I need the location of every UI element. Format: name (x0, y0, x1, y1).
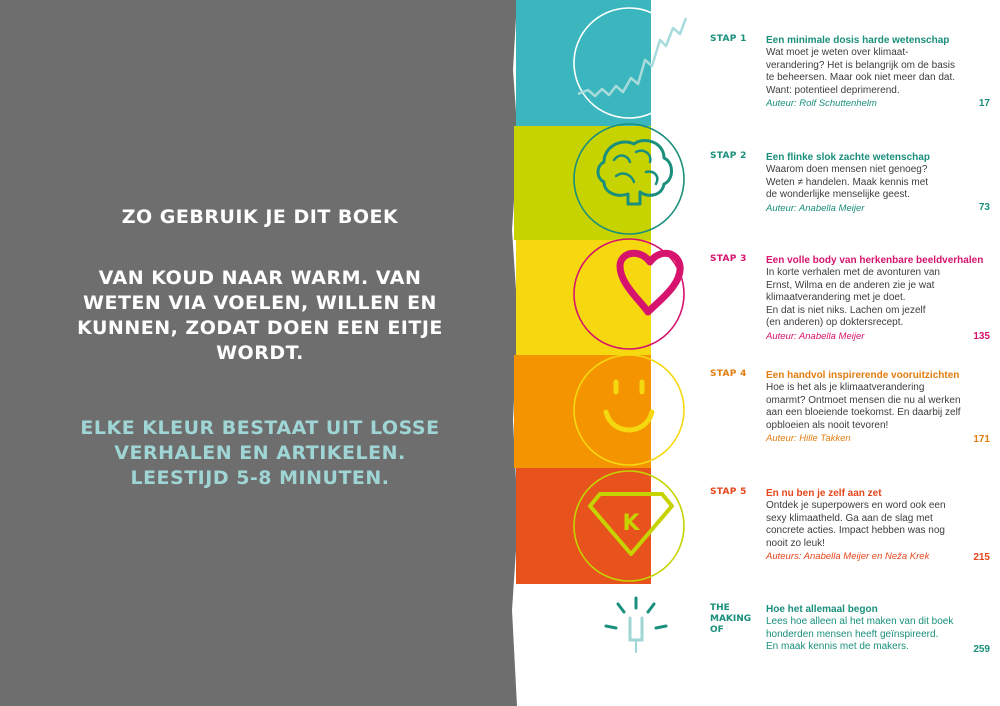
step-label: STAP 3 (710, 254, 747, 264)
step-page-number: 73 (978, 202, 990, 213)
step-description: Hoe is het als je klimaatverandering omarmt? Ontmoet mensen die nu al werken aan een bloeiende toekomst. En daarbij zelf opbloeien als nooit tevoren! (766, 382, 961, 431)
step-page-number: 171 (973, 434, 990, 445)
step-label: STAP 5 (710, 487, 747, 497)
step-2[interactable] (710, 151, 990, 214)
step-body (766, 603, 976, 654)
step-title: Een minimale dosis harde wetenschap (766, 35, 950, 46)
step-body (766, 369, 976, 445)
step-title: Een volle body van herkenbare beeldverhalen (766, 255, 984, 266)
step-title: Hoe het allemaal begon (766, 604, 878, 615)
step-page-number: 259 (973, 644, 990, 655)
step-author: Auteur: Anabella Meijer (766, 330, 865, 342)
step-page-number: 215 (973, 552, 990, 563)
step-body (766, 34, 976, 110)
colors-note: ELKE KLEUR BESTAAT UIT LOSSE VERHALEN EN ARTIKELEN. LEESTIJD 5-8 MINUTEN. (80, 417, 440, 489)
step-page-number: 17 (978, 98, 990, 109)
step-label: STAP 4 (710, 369, 747, 379)
step-body (766, 487, 976, 563)
step-description: Wat moet je weten over klimaat- verandering? Het is belangrijk om de basis te beheersen. Maar ook niet meer dan dat. Want: potentieel deprimerend. (766, 47, 956, 96)
step-description: Lees hoe alleen al het maken van dit boek honderden mensen heeft geïnspireerd. En maak kennis met de makers. (766, 616, 954, 652)
step-3[interactable] (710, 254, 990, 343)
step-author: Auteurs: Anabella Meijer en Neža Krek (766, 551, 930, 562)
step-4[interactable] (710, 369, 990, 446)
step-title: En nu ben je zelf aan zet (766, 488, 882, 499)
step-description: Waarom doen mensen niet genoeg? Weten ≠ handelen. Maak kennis met de wonderlijke menselijke geest. (766, 164, 929, 200)
stripe-4 (514, 355, 651, 468)
step-label: STAP 2 (710, 151, 747, 161)
intro-text: VAN KOUD NAAR WARM. VAN WETEN VIA VOELEN, WILLEN EN KUNNEN, ZODAT DOEN EEN EITJE WORDT. (77, 267, 443, 364)
step-description: Ontdek je superpowers en word ook een sexy klimaatheld. Ga aan de slag met concrete acties. Impact hebben was nog nooit zo leuk! (766, 500, 946, 549)
step-description: In korte verhalen met de avonturen van Ernst, Wilma en de anderen zie je wat klimaatverandering met je doet. En dat is niet niks. Lachen om jezelf (en anderen) op doktersrecept. (766, 267, 940, 328)
step-5[interactable] (710, 487, 990, 564)
step-page-number: 135 (973, 331, 990, 342)
light-bulb-icon (606, 598, 666, 652)
step-author: Auteur: Rolf Schuttenhelm (766, 98, 877, 109)
stripe-1 (516, 0, 651, 126)
step-1[interactable] (710, 34, 990, 110)
svg-text:K: K (622, 511, 640, 536)
page-title: ZO GEBRUIK JE DIT BOEK (121, 206, 399, 228)
step-title: Een flinke slok zachte wetenschap (766, 152, 930, 163)
making-of-label: THE MAKING OF (710, 603, 752, 635)
step-label: STAP 1 (710, 34, 747, 44)
step-author: Auteur: Anabella Meijer (766, 202, 865, 214)
stripe-3 (516, 240, 651, 355)
step-title: Een handvol inspirerende vooruitzichten (766, 370, 960, 381)
step-body (766, 151, 976, 215)
making-of[interactable] (710, 603, 990, 656)
step-author: Auteur: Hille Takken (766, 433, 851, 444)
